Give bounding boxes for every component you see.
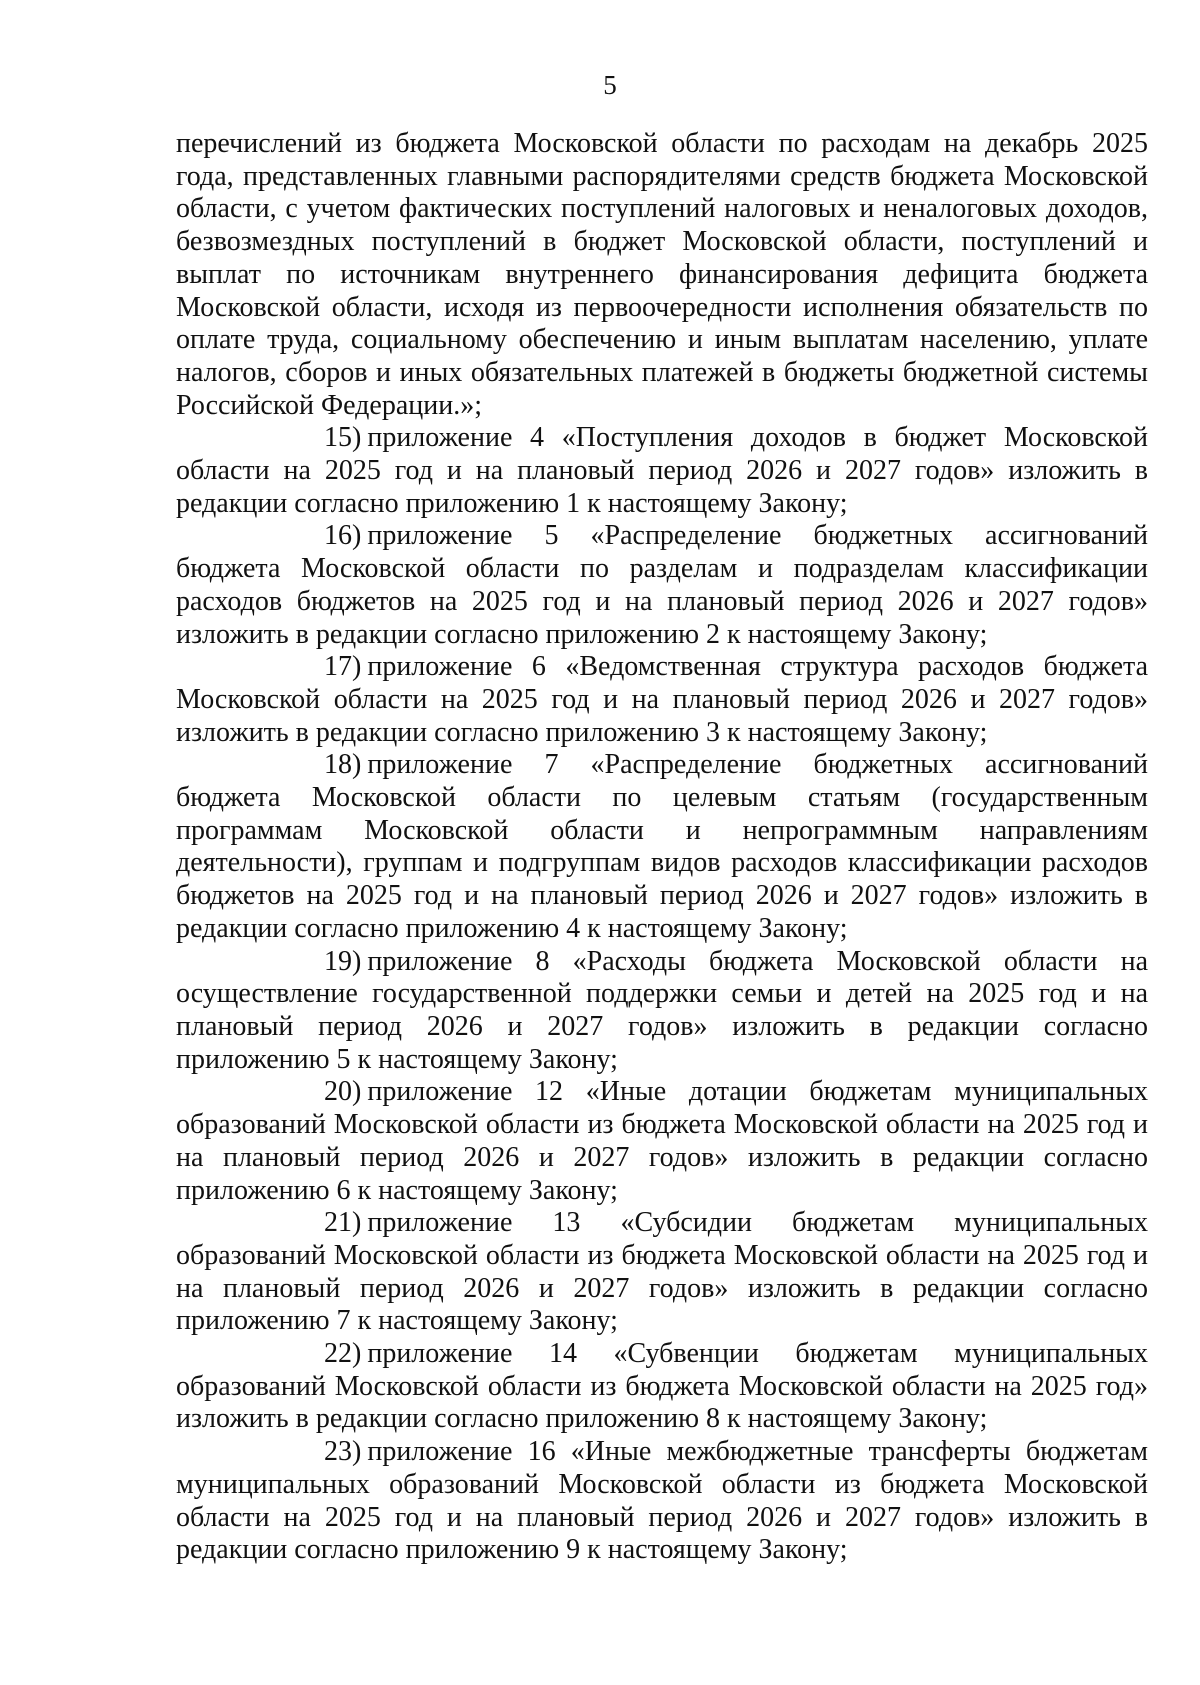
list-item-number: 18) [324, 749, 362, 781]
list-item [176, 946, 1148, 1077]
list-item-text: приложение 14 «Субвенции бюджетам муниципальных образований Московской области из бюджета Московской области на 2025 год» изложить в редакции согласно приложению 8 к настоящему Закону; [176, 1338, 1148, 1435]
list-item [176, 1207, 1148, 1338]
intro-paragraph: перечислений из бюджета Московской области по расходам на декабрь 2025 года, представленных главными распорядителями средств бюджета Московской области, с учетом фактических поступлений налоговых и неналоговых доходов, безвозмездных поступлений в бюджет Московской области, поступлений и выплат по источникам внутреннего финансирования дефицита бюджета Московской области, исходя из первоочередности исполнения обязательств по оплате труда, социальному обеспечению и иным выплатам населению, уплате налогов, сборов и иных обязательных платежей в бюджеты бюджетной системы Российской Федерации.»; [176, 128, 1148, 421]
list-item-number: 22) [324, 1338, 362, 1370]
list-item-text: приложение 12 «Иные дотации бюджетам муниципальных образований Московской области из бюджета Московской области на 2025 год и на плановый период 2026 и 2027 годов» изложить в редакции согласно приложению 6 к настоящему Закону; [176, 1076, 1148, 1206]
list-item [176, 651, 1148, 749]
list-item-number: 15) [324, 422, 362, 454]
list-item-text: приложение 13 «Субсидии бюджетам муниципальных образований Московской области из бюджета Московской области на 2025 год и на плановый период 2026 и 2027 годов» изложить в редакции согласно приложению 7 к настоящему Закону; [176, 1207, 1148, 1337]
list-item-text: приложение 16 «Иные межбюджетные трансферты бюджетам муниципальных образований Московской области из бюджета Московской области на 2025 год и на плановый период 2026 и 2027 годов» изложить в редакции согласно приложению 9 к настоящему Закону; [176, 1436, 1148, 1566]
list-item [176, 520, 1148, 651]
list-item [176, 1436, 1148, 1567]
list-item-number: 20) [324, 1076, 362, 1108]
page-number: 5 [603, 70, 617, 100]
list-item [176, 1076, 1148, 1207]
document-body [176, 128, 1148, 1567]
list-item-text: приложение 6 «Ведомственная структура расходов бюджета Московской области на 2025 год и на плановый период 2026 и 2027 годов» изложить в редакции согласно приложению 3 к настоящему Закону; [176, 651, 1148, 748]
list-item [176, 422, 1148, 520]
list-item [176, 749, 1148, 945]
list-item-number: 21) [324, 1207, 362, 1239]
list-item-number: 16) [324, 520, 362, 552]
list-item-text: приложение 8 «Расходы бюджета Московской области на осуществление государственной поддержки семьи и детей на 2025 год и на плановый период 2026 и 2027 годов» изложить в редакции согласно приложению 5 к настоящему Закону; [176, 945, 1148, 1075]
list-item-number: 17) [324, 651, 362, 683]
list-item-number: 23) [324, 1436, 362, 1468]
list-item-text: приложение 5 «Распределение бюджетных ассигнований бюджета Московской области по разделам и подразделам классификации расходов бюджетов на 2025 год и на плановый период 2026 и 2027 годов» изложить в редакции согласно приложению 2 к настоящему Закону; [176, 520, 1148, 650]
list-item [176, 1338, 1148, 1436]
list-item-text: приложение 7 «Распределение бюджетных ассигнований бюджета Московской области по целевым статьям (государственным программам Московской области и непрограммным направлениям деятельности), группам и подгруппам видов расходов классификации расходов бюджетов на 2025 год и на плановый период 2026 и 2027 годов» изложить в редакции согласно приложению 4 к настоящему Закону; [176, 749, 1148, 944]
list-item-text: приложение 4 «Поступления доходов в бюджет Московской области на 2025 год и на плановый период 2026 и 2027 годов» изложить в редакции согласно приложению 1 к настоящему Закону; [176, 422, 1148, 519]
list-item-number: 19) [324, 945, 362, 977]
